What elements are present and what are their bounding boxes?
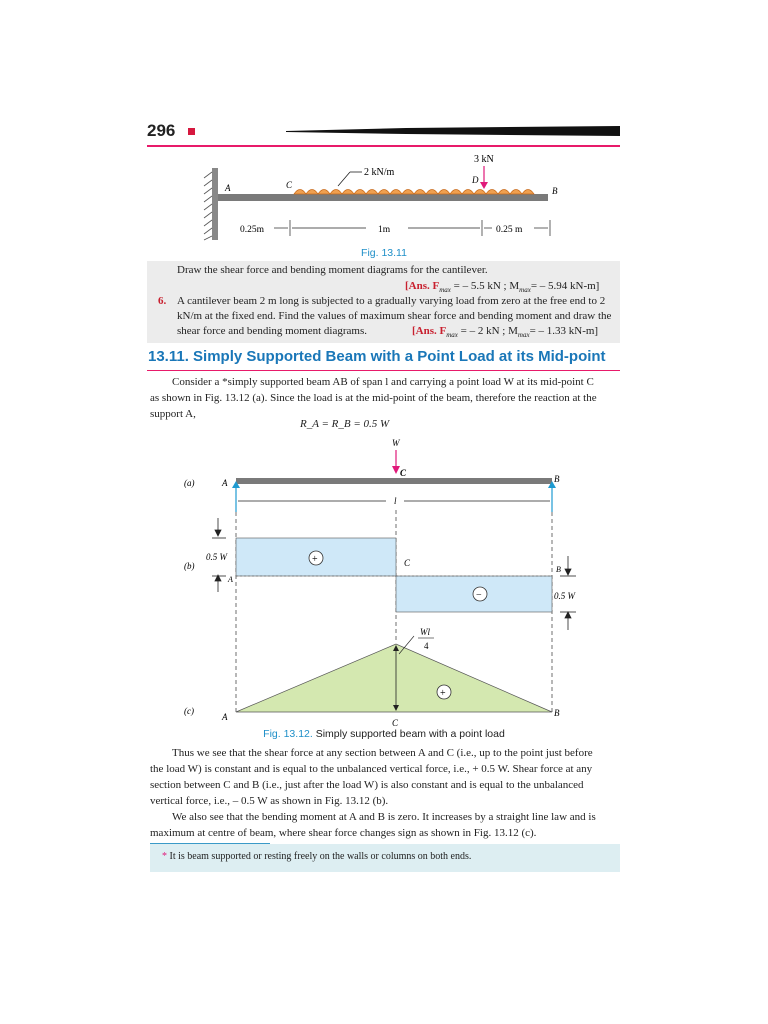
problem5-text: Draw the shear force and bending moment diagrams for the cantilever. [177,264,488,276]
cantilever-figure [200,150,600,245]
bm-plus-text: + [440,688,446,699]
bm-C-label: C [392,718,399,728]
bm-triangle [236,644,552,712]
para1-line2: the load W) is constant and is equal to the unbalanced vertical force, i.e., + 0.5 W. Shear force at any [150,763,593,775]
point-A-label: A [225,183,231,193]
beam-A-label: A [222,478,228,488]
udl-label: 2 kN/m [364,167,395,178]
page-number-marker [188,128,195,135]
dim-right-label: 0.25 m [496,225,523,235]
problem6-line3: shear force and bending moment diagrams. [177,325,367,337]
beam-C-label: C [400,468,407,478]
fixed-wall [212,168,218,240]
point-load-label: 3 kN [474,154,494,165]
para1-line3: section between C and B (i.e., just after the load W) is also constant and is equal to the unbalanced [150,779,584,791]
sf-right-value: 0.5 W [554,591,575,601]
reaction-equation: R_A = R_B = 0.5 W [300,418,390,430]
header-rule [147,145,620,147]
bm-A-label: A [222,712,228,722]
problem6-answer: [Ans. $F_{max}$ = – 2 kN ; $M_{max}= - 1.33$ kN-m] [412,325,599,340]
footnote [162,851,471,862]
section-heading-rule [147,370,620,371]
bm-max-numerator: Wl [420,627,430,637]
fig-13-12-caption [0,728,768,740]
bm-max-denominator: 4 [424,641,429,651]
section-heading: 13.11. Simply Supported Beam with a Point Load at its Mid-point [148,348,606,365]
cantilever-beam [218,194,548,201]
udl-load [294,190,534,195]
footnote-text: It is beam supported or resting freely on the walls or columns on both ends. [169,851,472,862]
problem6-line1: A cantilever beam 2 m long is subjected to a gradually varying load from zero at the free end to 2 [177,295,606,307]
dim-left-label: 0.25m [240,225,265,235]
sf-B-label: B [556,565,561,574]
intro-line2: as shown in Fig. 13.12 (a). Since the load is at the mid-point of the beam, therefore the reaction at the [150,392,597,404]
para1-line4: vertical force, i.e., – 0.5 W as shown in Fig. 13.12 (b). [150,795,389,807]
sf-minus-text: − [476,590,482,601]
point-C-label: C [286,180,293,190]
span-l-label: l [394,496,397,506]
page-number: 296 [147,121,176,140]
fig-13-12-label: Fig. 13.12. [263,728,313,740]
beam-B-label: B [554,474,560,484]
label-a: (a) [184,478,195,488]
intro-line1: Consider a *simply supported beam AB of span l and carrying a point load W at its mid-point C [172,376,594,388]
point-B-label: B [552,186,558,196]
sf-left-value: 0.5 W [206,552,227,562]
dim-mid-label: 1m [378,225,391,235]
label-b: (b) [184,561,195,571]
para1-line1: Thus we see that the shear force at any section between A and C (i.e., up to the point just before [172,747,593,759]
wall-hatching [204,172,212,240]
para2-line1: We also see that the bending moment at A and B is zero. It increases by a straight line law and is [172,811,596,823]
fig-13-11-caption: Fig. 13.11 [361,247,407,259]
label-c: (c) [184,706,194,716]
footnote-star: * [162,851,167,862]
header-decor-band [196,124,620,140]
bm-B-label: B [554,708,560,718]
simply-supported-beam [236,478,552,484]
point-D-label: D [472,175,479,185]
sf-C-label: C [404,558,411,568]
sf-bm-diagram [170,432,620,728]
fig-13-12-text: Simply supported beam with a point load [315,728,505,740]
sf-A-label: A [228,575,233,584]
problem5-answer: [Ans. $F_{max}$ = – 5.5 kN ; $M_{max}= - 5.94$ kN-m] [405,280,600,295]
sf-plus-text: + [312,554,318,565]
problem6-number: 6. [158,295,167,307]
problem6-line2: kN/m at the fixed end. Find the values of maximum shear force and bending moment and draw the [177,310,612,322]
intro-line3: support A, [150,408,196,420]
load-W-label: W [392,438,400,448]
para2-line2: maximum at centre of beam, where shear force changes sign as shown in Fig. 13.12 (c). [150,827,537,839]
